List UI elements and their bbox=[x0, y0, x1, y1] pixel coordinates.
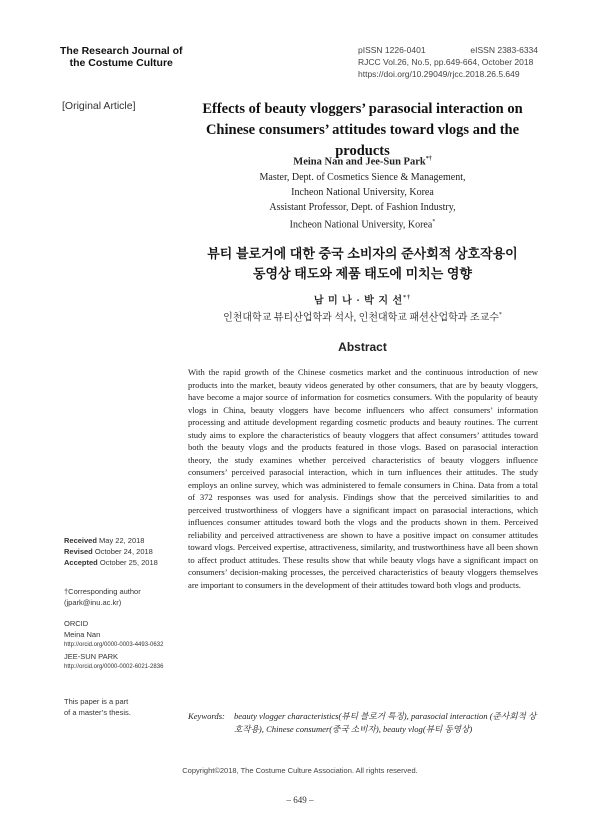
orcid-name: Meina Nan bbox=[64, 630, 101, 639]
pissn: pISSN 1226-0401 bbox=[358, 45, 426, 55]
corresponding-author bbox=[64, 586, 141, 608]
keywords-text: beauty vlogger characteristics(뷰티 블로거 특징), parasocial interaction (준사회적 상호작용), Chinese consumer(중국 소비자), beauty vlog(뷰티 동영상) bbox=[234, 711, 537, 734]
corresponding-label: †Corresponding author bbox=[64, 587, 141, 596]
journal-name-line1: The Research Journal of bbox=[60, 45, 183, 57]
korean-title-line1: 뷰티 블로거에 대한 중국 소비자의 준사회적 상호작용이 bbox=[207, 246, 518, 261]
dates-block bbox=[64, 535, 158, 568]
korean-author-names: 남 미 나 · 박 지 선*† bbox=[313, 295, 412, 307]
corresponding-email[interactable]: (jpark@inu.ac.kr) bbox=[64, 598, 122, 607]
orcid-label: ORCID bbox=[64, 619, 89, 628]
orcid-link[interactable]: http://orcid.org/0000-0002-6021-2836 bbox=[64, 664, 164, 670]
thesis-note: This paper is a part of a master’s thesis. bbox=[64, 697, 131, 717]
copyright-notice: Copyright©2018, The Costume Culture Association. All rights reserved. bbox=[182, 766, 418, 775]
affiliation-line: Assistant Professor, Dept. of Fashion Industry, bbox=[269, 201, 456, 213]
title-line1: Effects of beauty vloggers’ parasocial interaction on bbox=[202, 101, 523, 117]
korean-author-block bbox=[180, 291, 545, 326]
abstract-heading: Abstract bbox=[338, 340, 387, 354]
keywords-label: Keywords: bbox=[188, 711, 225, 721]
orcid-name: JEE-SUN PARK bbox=[64, 652, 119, 661]
article-type: [Original Article] bbox=[62, 100, 136, 112]
korean-title-line2: 동영상 태도와 제품 태도에 미치는 영향 bbox=[253, 266, 472, 281]
publication-meta bbox=[358, 44, 538, 80]
journal-name bbox=[60, 45, 183, 69]
affiliation-line: Incheon National University, Korea* bbox=[289, 218, 436, 230]
eissn: eISSN 2383-6334 bbox=[470, 45, 538, 55]
received-date: Received May 22, 2018 bbox=[64, 536, 145, 545]
korean-title bbox=[180, 244, 545, 284]
doi-link[interactable]: https://doi.org/10.29049/rjcc.2018.26.5.649 bbox=[358, 69, 520, 79]
page-number: – 649 – bbox=[286, 795, 314, 805]
keywords bbox=[188, 710, 538, 735]
affiliation-line: Master, Dept. of Cosmetics Sience & Management, bbox=[259, 171, 466, 183]
author-names: Meina Nan and Jee-Sun Park*† bbox=[293, 156, 432, 168]
orcid-link[interactable]: http://orcid.org/0000-0003-4493-0632 bbox=[64, 642, 164, 648]
orcid-block bbox=[64, 618, 163, 673]
accepted-date: Accepted October 25, 2018 bbox=[64, 558, 158, 567]
journal-name-line2: the Costume Culture bbox=[69, 57, 173, 69]
revised-date: Revised October 24, 2018 bbox=[64, 547, 153, 556]
author-block bbox=[180, 152, 545, 232]
abstract-text: With the rapid growth of the Chinese cosmetics market and the continuous introduction of new products into the market, beauty videos generated by other consumers, that are by beauty vloggers, have become a major source of information for cosmetics consumers. With the popularity of beauty vlogs in China, beauty vloggers have become influencers who affect consumers’ information processing and attitude development regarding cosmetic products and beauty routines. The current study aims to explore the characteristics of beauty vloggers that affect consumers’ attitudes toward both the beauty vlogs and the products featured in those vlogs. Based on parasocial interaction theory, the study examines whether perceived characteristics of beauty vloggers influence consumers’ perceived parasocial interaction, which in turn influences their attitudes. The study employs an online survey, which was administered to female consumers in China. Data from a total of 372 responses was used for analysis. Findings show that the perceived similarities to and perceived trustworthiness of vloggers have a significant impact on parasocial interactions, which influences consumer attitudes toward both the vlogs and the products shown in them. Perceived reliability and perceived attractiveness are shown to have a positive impact on consumer attitudes toward vlogs. Perceived expertise, attractiveness, similarity, and trustworthiness have all been shown to affect product attitudes. These results show that while beauty vlogs have a significant impact on consumers’ decision-making processes, the perceived characteristics of beauty vloggers themselves are important to consumers in the development of their attitudes toward both vlogs and products. bbox=[188, 367, 538, 590]
title-line2: Chinese consumers’ attitudes toward vlogs and the products bbox=[205, 122, 520, 159]
affiliation-line: Incheon National University, Korea bbox=[291, 186, 434, 198]
citation: RJCC Vol.26, No.5, pp.649-664, October 2018 bbox=[358, 57, 534, 67]
korean-affiliation: 인천대학교 뷰티산업학과 석사, 인천대학교 패션산업학과 조교수* bbox=[223, 312, 502, 324]
